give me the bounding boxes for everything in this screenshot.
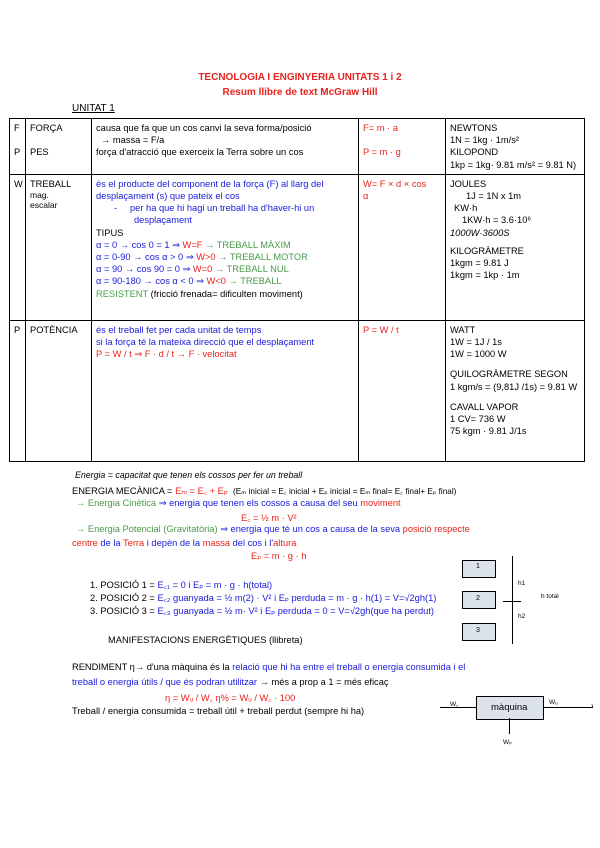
lost-work-label: Wₚ bbox=[503, 739, 512, 746]
useful-work-label: Wᵤ bbox=[549, 699, 558, 706]
table-row bbox=[10, 174, 585, 320]
table-row bbox=[10, 320, 585, 461]
consumed-work-label: W꜀ bbox=[450, 701, 459, 708]
energy-balance-line: Treball / energia consumida = treball útil + treball perdut (sempre hi ha) bbox=[72, 706, 365, 716]
efficiency-formula: η = Wᵤ / W꜀ η% = Wᵤ / W꜀ · 100 bbox=[165, 693, 296, 703]
letter-cell: W bbox=[10, 174, 26, 320]
height-axis bbox=[512, 556, 513, 644]
potential-energy-line: → Energia Potencial (Gravitatòria) ⇒ energia que té un cos a causa de la seva posició respecte bbox=[76, 524, 470, 534]
formula-cell: F= m · a P = m · g bbox=[359, 119, 446, 175]
description-cell: és el treball fet per cada unitat de temps si la força té la mateixa direcció que el desplaçament P = W / t ⇒ F · d / t → F · velocitat bbox=[92, 320, 359, 461]
name-cell: POTÈNCIA bbox=[26, 320, 92, 461]
mechanical-energy-line: ENERGIA MECÀNICA = Eₘ = E꜀ + Eₚ (Eₘ inicial = E꜀ inicial + Eₚ inicial = Eₘ final= E꜀ final+ Eₚ final) bbox=[72, 486, 457, 496]
label-h2: h2 bbox=[518, 613, 526, 620]
position-box-1: 1 bbox=[462, 560, 496, 578]
formula-cell: P = W / t bbox=[359, 320, 446, 461]
letter-cell: F P bbox=[10, 119, 26, 175]
position-1: 1. POSICIÓ 1 = E꜀₁ = 0 i Eₚ = m · g · h(total) bbox=[90, 580, 273, 590]
output-arrow-head: › bbox=[591, 701, 594, 710]
efficiency-line-2: treball o energia útils / que és podran utilitzar → més a prop a 1 = més eficaç bbox=[72, 677, 389, 687]
units-cell: JOULES 1J = 1N x 1m KW·h 1KW·h = 3.6·10⁶ 1000W·3600S KILOGRÀMETRE 1kgm = 9.81 J 1kgm = 1kp · 1m bbox=[446, 174, 585, 320]
position-box-2: 2 bbox=[462, 591, 496, 609]
table-row bbox=[10, 119, 585, 175]
height-divider bbox=[503, 601, 521, 602]
document-title: TECNOLOGIA I ENGINYERIA UNITATS 1 i 2 bbox=[198, 72, 402, 83]
formula-cell: W= F × d × cos α bbox=[359, 174, 446, 320]
position-box-3: 3 bbox=[462, 623, 496, 641]
summary-table bbox=[9, 118, 585, 462]
potential-energy-line-2: centre de la Terra i depèn de la massa del cos i l'altura bbox=[72, 538, 297, 548]
machine-box: màquina bbox=[476, 696, 544, 720]
label-h1: h1 bbox=[518, 580, 526, 587]
name-cell: TREBALL mag. escalar bbox=[26, 174, 92, 320]
description-cell: causa que fa que un cos canvi la seva forma/posició → massa = F/a força d'atracció que exerceix la Terra sobre un cos bbox=[92, 119, 359, 175]
position-2: 2. POSICIÓ 2 = E꜀₂ guanyada = ½ m(2) · V² i Eₚ perduda = m · g · h(1) = V=√2gh(1) bbox=[90, 593, 437, 603]
letter-cell: P bbox=[10, 320, 26, 461]
description-cell: és el producte del component de la força (F) al llarg del desplaçament (s) que pateix el cos - per ha que hi hagi un treball ha d'haver-hi un desplaçament TIPUS α = 0 → cos 0 = 1 ⇒ W=F → TREBALL MÀXIM α = 0-90 → cos α > 0 ⇒ W>0 → TREBALL MOTOR α = 90 → cos 90 = 0 ⇒ W=0 → TREBALL NUL α = 90-180 → cos α < 0 ⇒ W<0 → TREBALL RESISTENT (fricció frenada= dificulten moviment) bbox=[92, 174, 359, 320]
potential-energy-formula: Eₚ = m · g · h bbox=[251, 551, 307, 561]
name-cell: FORÇA PES bbox=[26, 119, 92, 175]
units-cell: NEWTONS 1N = 1kg · 1m/s² KILOPOND 1kp = 1kg· 9.81 m/s² = 9.81 N) bbox=[446, 119, 585, 175]
output-arrow bbox=[543, 707, 593, 708]
lost-work-arrow bbox=[509, 718, 510, 734]
document-subtitle: Resum llibre de text McGraw Hill bbox=[222, 87, 378, 98]
efficiency-line-1: RENDIMENT η→ d'una màquina és la relació que hi ha entre el treball o energia consumida i el bbox=[72, 662, 466, 672]
units-cell: WATT 1W = 1J / 1s 1W = 1000 W QUILOGRÀMETRE SEGON 1 kgm/s = (9,81J /1s) = 9.81 W CAVALL VAPOR 1 CV= 736 W 75 kgm · 9.81 J/1s bbox=[446, 320, 585, 461]
kinetic-energy-formula: E꜀ = ½ m · V² bbox=[241, 513, 297, 523]
position-3: 3. POSICIÓ 3 = E꜀₃ guanyada = ½ m· V² i Eₚ perduda = 0 = V=√2gh(que ha perdut) bbox=[90, 606, 435, 616]
kinetic-energy-line: → Energia Cinètica ⇒ energia que tenen els cossos a causa del seu moviment bbox=[76, 498, 401, 508]
energy-definition: Energia = capacitat que tenen els cossos per fer un treball bbox=[75, 470, 303, 480]
unit-heading: UNITAT 1 bbox=[72, 103, 115, 114]
energy-manifestations: MANIFESTACIONS ENERGÈTIQUES (llibreta) bbox=[108, 635, 303, 645]
label-htotal: h total bbox=[541, 593, 559, 600]
